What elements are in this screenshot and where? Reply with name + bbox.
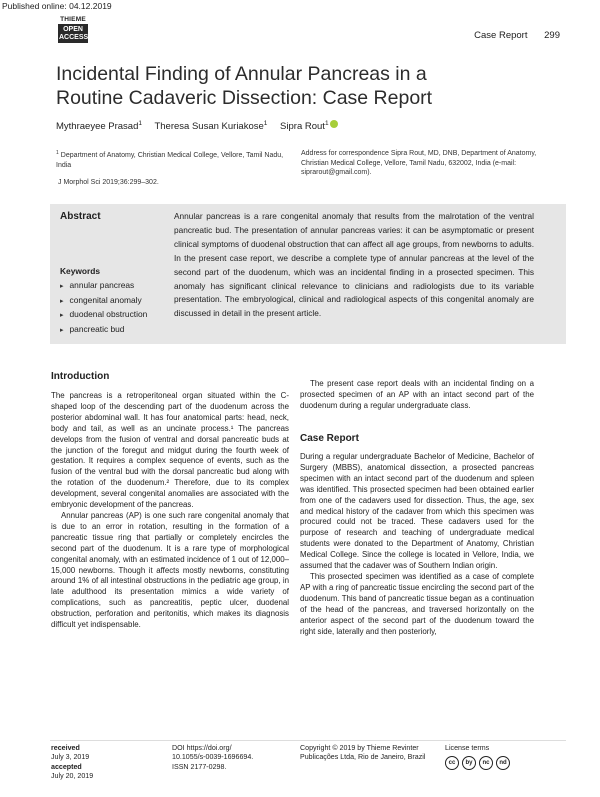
author: [154, 121, 267, 132]
keyword-item: ▸ pancreatic bud: [60, 323, 147, 338]
author-name: Theresa Susan Kuriakose: [154, 121, 264, 133]
copyright-line: Publicações Ltda, Rio de Janeiro, Brazil: [300, 753, 426, 762]
received-label: received: [51, 744, 80, 752]
case-report-body: [300, 452, 534, 637]
journal-citation: J Morphol Sci 2019;36:299–302.: [58, 179, 159, 186]
introduction-body: [51, 391, 289, 631]
author-affil-sup: 1: [138, 120, 142, 127]
accepted-date: July 20, 2019: [51, 771, 94, 780]
logo-open-access-badge: [58, 24, 88, 43]
article-title: Incidental Finding of Annular Pancreas in a Routine Cadaveric Dissection: Case Report: [56, 63, 433, 109]
doi-value[interactable]: 10.1055/s-0039-1696694.: [172, 753, 254, 762]
abstract-heading: Abstract: [60, 211, 101, 222]
keywords-heading: Keywords: [60, 266, 101, 276]
paragraph: During a regular undergraduate Bachelor of Medicine, Bachelor of Surgery (MBBS), anatomical dissection, a prosected pancreas specimen with an intact second part of the duodenum and spleen was identified. This prosected specimen had been obtained earlier from one of the cadavers used for dissection. Thus, the age, sex and medical history of the cadaver from which this specimen was procured could not be traced. These cadavers used for the purpose of research and teaching of undergraduate medical students were donated to the Department of Anatomy, Christian Medical College. Since the college is located in Vellore, India, we assumed that the cadaver was of Southern Indian origin.: [300, 452, 534, 571]
logo-open: OPEN: [63, 26, 83, 33]
paragraph: This prosected specimen was identified as a case of complete AP with a ring of pancreatic tissue encircling the second part of the duodenum. This band of pancreatic tissue began as a continuation of the head of the pancreas, and traversed horizontally on the anterior aspect of the second part of the duodenum toward the right side, laterally and then posteriorly,: [300, 571, 534, 636]
copyright: [300, 744, 450, 763]
author: [280, 121, 338, 132]
case-report-heading: Case Report: [300, 433, 359, 444]
running-head: [474, 30, 560, 41]
affiliation: [56, 149, 286, 170]
received-date: July 3, 2019: [51, 753, 90, 762]
thieme-open-access-logo: [58, 16, 88, 43]
doi-block: [172, 744, 292, 772]
orcid-icon[interactable]: [330, 120, 338, 128]
running-head-label: Case Report: [474, 30, 528, 41]
published-online-date: Published online: 04.12.2019: [2, 1, 112, 11]
article-history: [51, 744, 93, 781]
affiliation-number: 1: [56, 150, 59, 156]
abstract-text: Annular pancreas is a rare congenital anomaly that results from the malrotation of the ventral pancreatic bud. The presentation of annular pancreas varies: it can be asymptomatic or present clinical symptoms of duodenal obstruction that can affect all age groups, from newborns to adults. In the present case report, we describe a complete type of annular pancreas at the level of the second part of the duodenum, which was an incidental finding in a prosected specimen. This anomaly has significant clinical relevance to clinicians and radiologists due to its variable presentation. The embryological, clinical and radiological aspects of this congenital anomaly are discussed in detail in the present article.: [174, 211, 534, 319]
keyword-item: ▸ congenital anomaly: [60, 294, 147, 309]
logo-publisher: THIEME: [60, 16, 86, 23]
affiliation-text: Department of Anatomy, Christian Medical College, Vellore, Tamil Nadu, India: [56, 152, 284, 169]
keyword-item: ▸ duodenal obstruction: [60, 308, 147, 323]
author-name: Mythraeyee Prasad: [56, 121, 139, 133]
author-name: Sipra Rout: [280, 121, 325, 133]
issn: ISSN 2177-0298.: [172, 762, 227, 771]
keywords-list: [60, 279, 147, 337]
doi-line[interactable]: DOI https://doi.org/: [172, 744, 232, 752]
author-list: [56, 120, 348, 132]
license-icons[interactable]: [445, 756, 510, 770]
cc-icon: cc: [445, 756, 459, 770]
paragraph: The pancreas is a retroperitoneal organ situated within the C-shaped loop of the descending part of the duodenum across the posterior abdominal wall. It has four anatomical parts: head, neck, body and tail, as well as an uncinate process.¹ The pancreas develops from the fusion of ventral and dorsal pancreatic buds at the junction of the foregut and midgut during the fourth week of gestation. It requires a complex sequence of events, such as the fusion of the ventral bud with the dorsal pancreatic bud along with the rotation of the duodenum.² Therefore, due to its complex development, several congenital anomalies are associated with the embryonic development of the pancreas.: [51, 391, 289, 510]
paragraph: The present case report deals with an incidental finding on a prosected specimen of an AP with an intact second part of the duodenum during a regular undergraduate class.: [300, 379, 534, 410]
author-affil-sup: 1: [263, 120, 268, 127]
noderivatives-icon: nd: [496, 756, 510, 770]
logo-access: ACCESS: [59, 33, 89, 41]
author: [56, 121, 142, 132]
noncommercial-icon: nc: [479, 756, 493, 770]
footer-divider: [50, 740, 566, 741]
author-affil-sup: 1: [324, 120, 329, 127]
accepted-label: accepted: [51, 762, 82, 771]
page-number: 299: [544, 30, 560, 41]
introduction-heading: Introduction: [51, 371, 110, 382]
correspondence-address: Address for correspondence Sipra Rout, MD, DNB, Department of Anatomy, Christian Medical College, Vellore, Tamil Nadu, 632002, India (e-mail: siprarout@gmail.com).: [301, 150, 537, 177]
copyright-line: Copyright © 2019 by Thieme Revinter: [300, 744, 419, 752]
paragraph: Annular pancreas (AP) is one such rare congenital anomaly that is due to an error in rotation, resulting in the formation of a pancreatic tissue ring that partially or completely encircles the second part of the duodenum. It is a rare type of morphological congenital anomaly, with an estimated incidence of 1 out of 12,000–15,000 newborns. Though it affects mostly newborns, constituting around 1% of all intestinal obstructions in the pediatric age group, in late adulthood its presentation mimics a wide variety of complications, such as pancreatitis, peptic ulcer, duodenal obstruction, perforation and peritonitis, which makes its diagnosis difficult yet indispensable.: [51, 510, 289, 630]
keyword-item: ▸ annular pancreas: [60, 279, 147, 294]
attribution-icon: by: [462, 756, 476, 770]
license-label[interactable]: License terms: [445, 744, 490, 752]
introduction-continued: [300, 379, 534, 412]
